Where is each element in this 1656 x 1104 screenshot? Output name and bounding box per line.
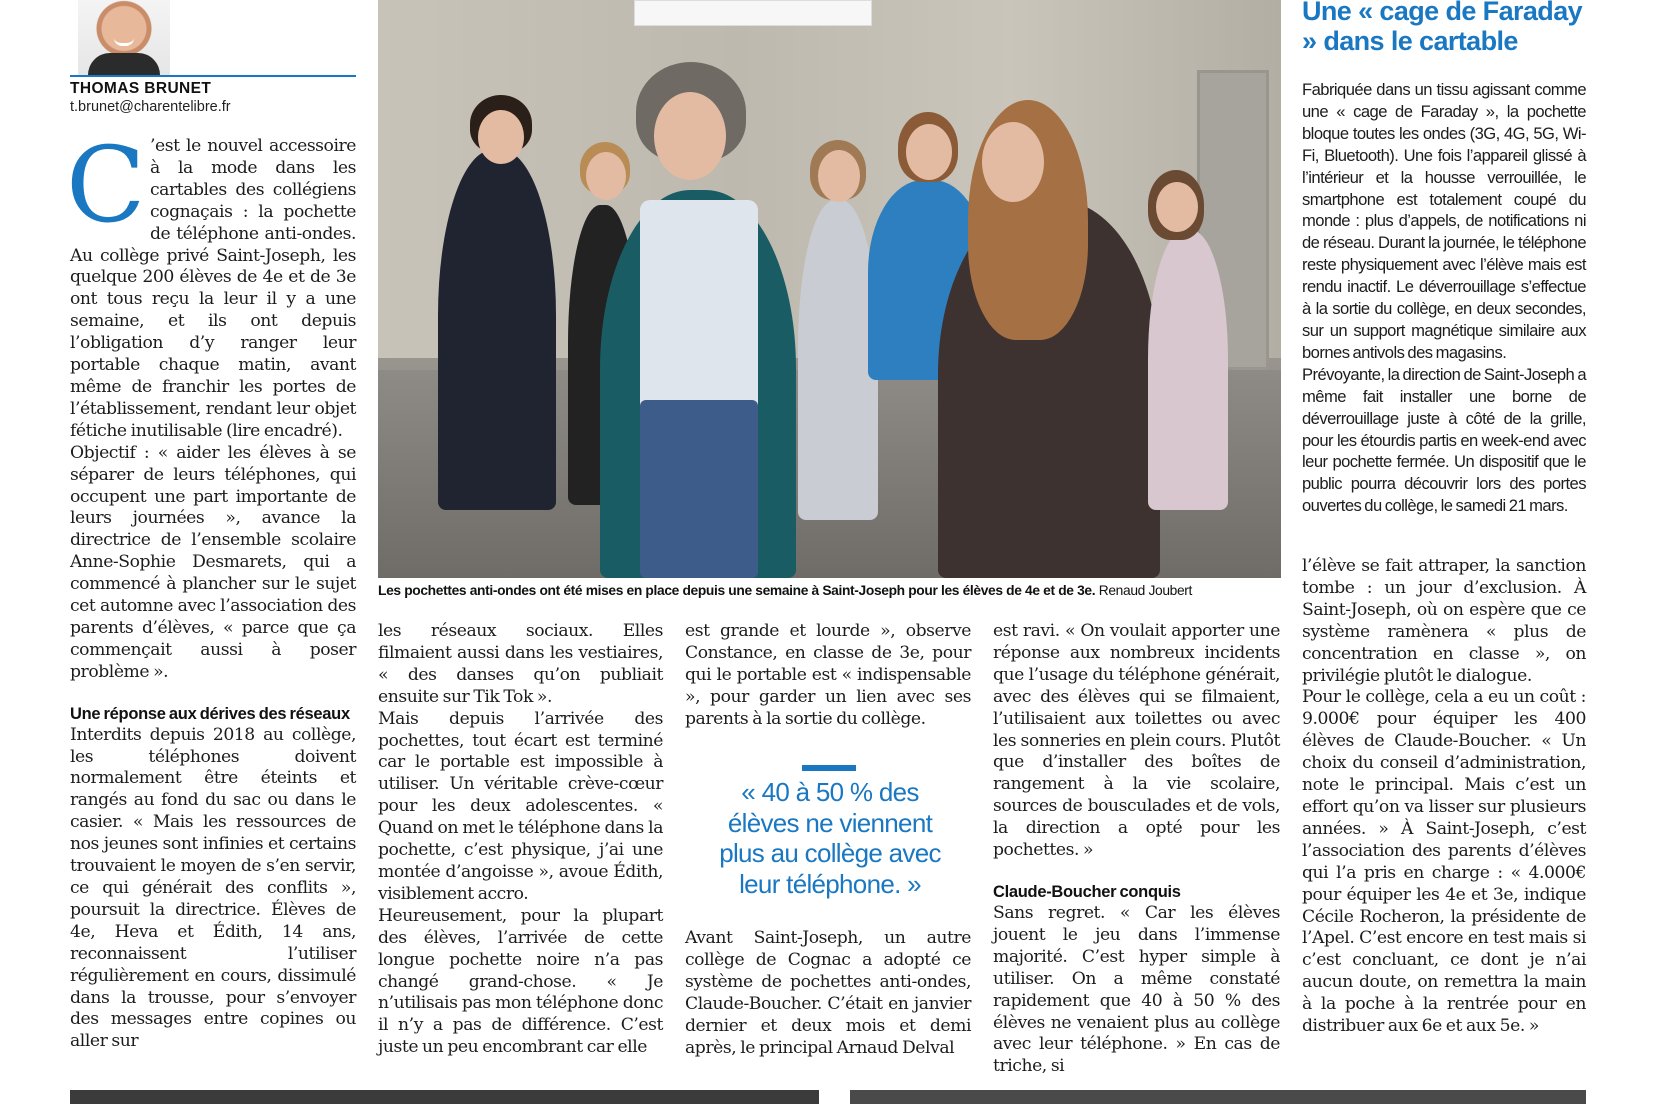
- sidebar-paragraph: Prévoyante, la direction de Saint-Joseph a même fait installer une borne de déverrouillage juste à côté de la grille, pour les étourdis partis en week-end avec leur pochette fermée. Un dispositif que le public pourra découvrir lors des portes ouvertes du collège, le samedi 21 mars.: [1302, 364, 1586, 516]
- author-photo: [78, 0, 170, 75]
- article-paragraph: est grande et lourde », observe Constance, en classe de 3e, pour qui le portable est « indispensable », pour garder un lien avec ses parents à la sortie du collège.: [685, 621, 971, 729]
- article-column-3: [685, 621, 971, 731]
- article-column-5: [1302, 556, 1586, 1038]
- photo-credit: Renaud Joubert: [1098, 583, 1193, 598]
- bottom-photo-right: [850, 1090, 1586, 1104]
- article-subhead: Une réponse aux dérives des réseaux: [70, 704, 350, 723]
- article-paragraph: Sans regret. « Car les élèves jouent le jeu dans l’immense majorité. C’est hyper simple à utiliser. On a même constaté rapidement que 40 à 50 % des élèves ne venaient plus au collège avec leur téléphone. » En cas de triche, si: [993, 902, 1280, 1077]
- sidebar-title: Une « cage de Faraday » dans le cartable: [1302, 0, 1583, 56]
- pull-quote-bar: [802, 765, 856, 771]
- author-name: THOMAS BRUNET: [70, 80, 212, 97]
- article-paragraph: Pour le collège, cela a eu un coût : 9.000€ pour équiper les 400 élèves de Claude-Boucher. « Un choix du conseil d’administration, note le principal. Mais c’est un effort qu’on va lisser sur plusieurs années. » À Saint-Joseph, c’est l’association des parents d’élèves qui l’a pris en charge : « 4.000€ pour équiper les 4e et 3e, indique Cécile Rocheron, la présidente de l’Apel. C’est encore en test mais si c’est concluant, ce dont je n’ai aucun doute, on remettra la main à la poche à la rentrée pour en distribuer aux 6e et aux 5e. »: [1302, 687, 1586, 1037]
- photo-caption: [378, 583, 1281, 598]
- photo-caption-text: Les pochettes anti-ondes ont été mises en place depuis une semaine à Saint-Joseph pour les élèves de 4e et de 3e.: [378, 583, 1096, 598]
- article-paragraph: est ravi. « On voulait apporter une réponse aux nombreux incidents que l’usage du téléphone générait, avec des élèves qui se filmaient, l’utilisaient aux toilettes ou avec les sonneries en plein cours. Plutôt que d’installer des boîtes de rangement à la vie scolaire, sources de bousculades et de vols, la direction a opté pour les pochettes. »: [993, 621, 1280, 861]
- article-paragraph: Heureusement, pour la plupart des élèves, l’arrivée de cette longue pochette noire n’a pas changé grand-chose. « Je n’utilisais pas mon téléphone donc il n’y a pas de différence. C’est juste un peu encombrant car elle: [378, 905, 663, 1058]
- article-paragraph: l’élève se fait attraper, la sanction tombe : un jour d’exclusion. À Saint-Joseph, où on espère que ce système ramènera « plus de concentration en classe », on privilégie plutôt le dialogue.: [1302, 556, 1586, 686]
- author-email[interactable]: t.brunet@charentelibre.fr: [70, 99, 231, 115]
- sidebar-paragraph: Fabriquée dans un tissu agissant comme une « cage de Faraday », la pochette bloque toutes les ondes (3G, 4G, 5G, Wi-Fi, Bluetooth). Une fois l’appareil glissé à l’intérieur et la housse verrouillée, le smartphone est totalement coupé du monde : plus d’appels, de notifications ni de réseau. Durant la journée, le téléphone reste physiquement avec l’élève mais est rendu inactif. Le déverrouillage s’effectue à la sortie du collège, en deux secondes, sur un support magnétique similaire aux bornes antivols des magasins.: [1302, 80, 1586, 362]
- article-paragraph: les réseaux sociaux. Elles filmaient aussi dans les vestiaires, « des danses qu’on publiait ensuite sur Tik Tok ».: [378, 621, 663, 707]
- article-column-2: [378, 621, 663, 1059]
- sidebar-body: [1302, 79, 1586, 517]
- article-lead: ’est le nouvel accessoire à la mode dans les cartables des collégiens cognaçais : la pochette de téléphone anti-ondes. Au collège privé Saint-Joseph, les quelque 200 élèves de 4e et de 3e ont tous reçu la leur il y a une semaine, et ils ont depuis l’obligation d’y ranger leur portable chaque matin, avant même de franchir les portes de l’établissement, rendant leur objet fétiche inutilisable (lire encadré).: [70, 136, 356, 441]
- article-subhead: Claude-Boucher conquis: [993, 882, 1181, 901]
- article-column-3-lower: [685, 928, 971, 1059]
- article-column-1: [66, 124, 356, 1053]
- school-sign: [634, 0, 872, 26]
- bottom-photo-left: [70, 1090, 819, 1104]
- article-paragraph: Mais depuis l’arrivée des pochettes, tout écart est terminé car le portable est impossible à utiliser. Un véritable crève-cœur pour les deux adolescentes. « Quand on met le téléphone dans la pochette, c’est physique, j’ai une montée d’angoisse », avoue Édith, visiblement accro.: [378, 708, 663, 904]
- article-paragraph: Objectif : « aider les élèves à se séparer de leurs téléphones, qui occupent une part importante de leurs journées », avance la directrice de l’ensemble scolaire Anne-Sophie Desmarets, qui a commencé à plancher sur le sujet cet automne avec l’association des parents d’élèves, « parce que ça commençait aussi à poser problème ».: [70, 442, 356, 682]
- author-divider: [70, 75, 356, 77]
- article-column-4: [993, 621, 1280, 1078]
- pull-quote: « 40 à 50 % des élèves ne viennent plus au collège avec leur téléphone. »: [719, 777, 941, 899]
- article-paragraph: Avant Saint-Joseph, un autre collège de Cognac a adopté ce système de pochettes anti-ondes, Claude-Boucher. C’était en janvier dernier et deux mois et demi après, le principal Arnaud Delval: [685, 928, 971, 1058]
- article-paragraph: Interdits depuis 2018 au collège, les téléphones doivent normalement être éteints et rangés au fond du sac ou dans le casier. « Mais les ressources de nos jeunes sont infinies et certains trouvaient le moyen de s’en servir, ce qui générait des conflits », poursuit la directrice. Élèves de 4e, Heva et Édith, 14 ans, reconnaissent l’utiliser régulièrement en cours, dissimulé dans la trousse, pour s’envoyer des messages entre copines ou aller sur: [70, 724, 356, 1052]
- drop-cap: C: [66, 124, 146, 246]
- article-photo: [378, 0, 1281, 578]
